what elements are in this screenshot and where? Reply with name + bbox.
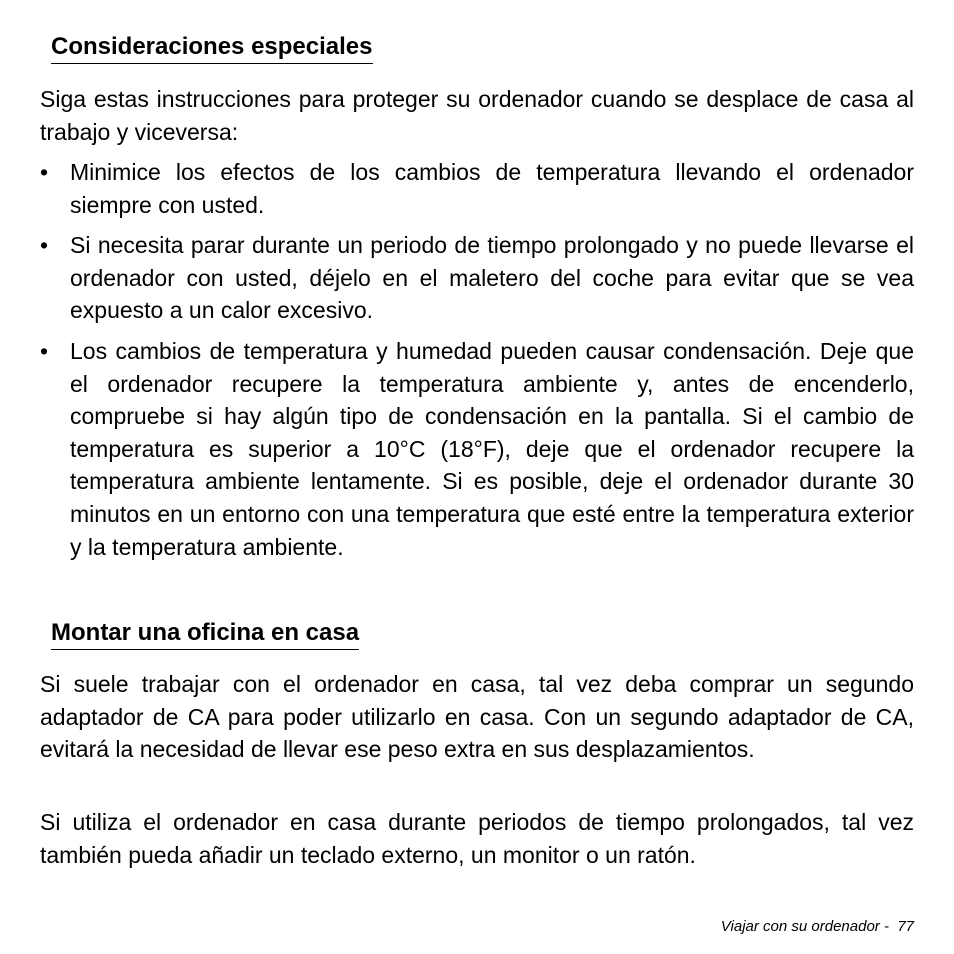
list-item [40, 229, 914, 327]
footer-chapter: Viajar con su ordenador - [720, 918, 889, 935]
bullet-text: Si necesita parar durante un periodo de tiempo prolongado y no puede llevarse el ordenador con usted, déjelo en el maletero del coche para evitar que se vea expuesto a un calor excesivo. [70, 232, 914, 324]
page-footer [721, 917, 914, 937]
home-office-paragraph-2: Si utiliza el ordenador en casa durante periodos de tiempo prolongados, tal vez también pueda añadir un teclado externo, un monitor o un ratón. [40, 809, 914, 868]
home-office-paragraph-1: Si suele trabajar con el ordenador en casa, tal vez deba comprar un segundo adaptador de CA para poder utilizarlo en casa. Con un segundo adaptador de CA, evitará la necesidad de llevar ese peso extra en sus desplazamientos. [40, 671, 914, 763]
section-heading-oficina: Montar una oficina en casa [51, 618, 359, 650]
bullet-icon: • [40, 337, 49, 364]
bullet-list [40, 156, 914, 571]
bullet-icon: • [40, 159, 49, 185]
list-item [40, 156, 914, 221]
list-item [40, 335, 914, 563]
bullet-icon: • [40, 232, 49, 259]
bullet-text: Minimice los efectos de los cambios de temperatura llevando el ordenador siempre con usted. [70, 159, 914, 218]
page-number: 77 [897, 918, 914, 935]
intro-paragraph: Siga estas instrucciones para proteger su ordenador cuando se desplace de casa al trabajo y viceversa: [40, 86, 914, 145]
section-heading-consideraciones: Consideraciones especiales [51, 32, 373, 64]
bullet-text: Los cambios de temperatura y humedad pueden causar condensación. Deje que el ordenador recupere la temperatura ambiente y, antes de encenderlo, compruebe si hay algún tipo de condensación en la pantalla. Si el cambio de temperatura es superior a 10°C (18°F), deje que el ordenador recupere la temperatura ambiente lentamente. Si es posible, deje el ordenador durante 30 minutos en un entorno con una temperatura que esté entre la temperatura exterior y la temperatura ambiente. [70, 337, 914, 560]
